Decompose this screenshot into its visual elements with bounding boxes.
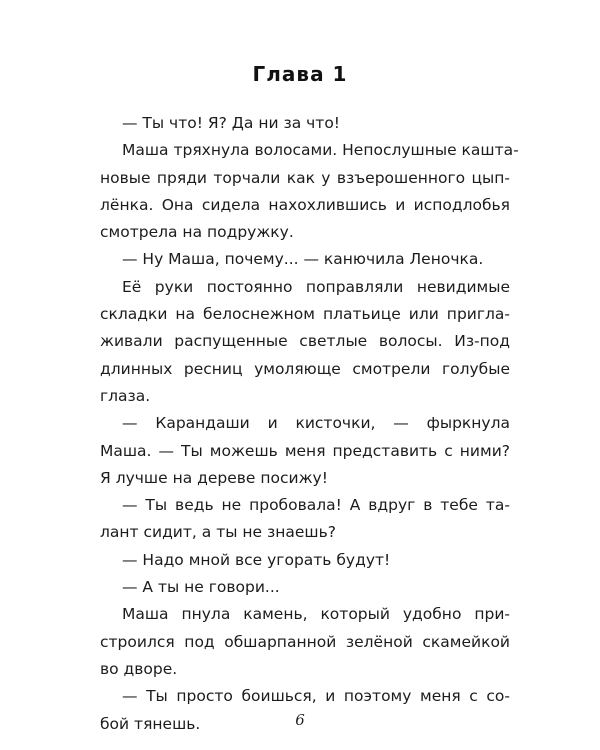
text-line: глаза. <box>100 386 151 405</box>
text-line: живали распущенные светлые волосы. Из-под <box>100 332 510 351</box>
text-line: Я лучше на дереве посижу! <box>100 468 328 487</box>
text-line: — Карандаши и кисточки, — фыркнула <box>122 414 510 433</box>
text-line: длинных ресниц умоляюще смотрели голубые <box>100 359 510 378</box>
paragraph <box>100 274 510 410</box>
paragraph <box>100 246 510 273</box>
paragraph <box>100 601 510 683</box>
paragraph <box>100 137 519 246</box>
text-line: Её руки постоянно поправляли невидимые <box>122 277 510 296</box>
paragraph <box>100 410 510 492</box>
text-line: бой тянешь. <box>100 714 201 733</box>
text-line: Маша пнула камень, который удобно при- <box>122 605 510 624</box>
paragraph <box>100 547 510 574</box>
text-line: — Ну Маша, почему... — канючила Леночка. <box>122 250 484 269</box>
text-line: — Надо мной все угорать будут! <box>122 550 391 569</box>
text-line: — Ты ведь не пробовала! А вдруг в тебе та- <box>122 496 510 515</box>
text-line: новые пряди торчали как у взъерошенного цып- <box>100 168 510 187</box>
text-line: Маша. — Ты можешь меня представить с ними? <box>100 441 510 460</box>
text-line: — Ты просто боишься, и поэтому меня с со- <box>122 687 510 706</box>
paragraph <box>100 110 510 137</box>
text-line: складки на белоснежном платьице или пригла- <box>100 305 510 324</box>
paragraph <box>100 574 510 601</box>
text-line: смотрела на подружку. <box>100 223 294 242</box>
text-line: строился под обшарпанной зелёной скамейкой <box>100 632 510 651</box>
text-line: — А ты не говори... <box>122 578 280 597</box>
text-line: лёнка. Она сидела нахохлившись и исподлобья <box>100 195 510 214</box>
chapter-body <box>100 110 519 738</box>
text-line: лант сидит, а ты не знаешь? <box>100 523 336 542</box>
text-line: — Ты что! Я? Да ни за что! <box>122 114 341 132</box>
text-line: Маша тряхнула волосами. Непослушные кашта- <box>122 141 519 160</box>
text-line: во дворе. <box>100 659 178 678</box>
paragraph <box>100 492 510 547</box>
chapter-title: Глава 1 <box>252 62 348 86</box>
page-number: 6 <box>295 711 305 729</box>
